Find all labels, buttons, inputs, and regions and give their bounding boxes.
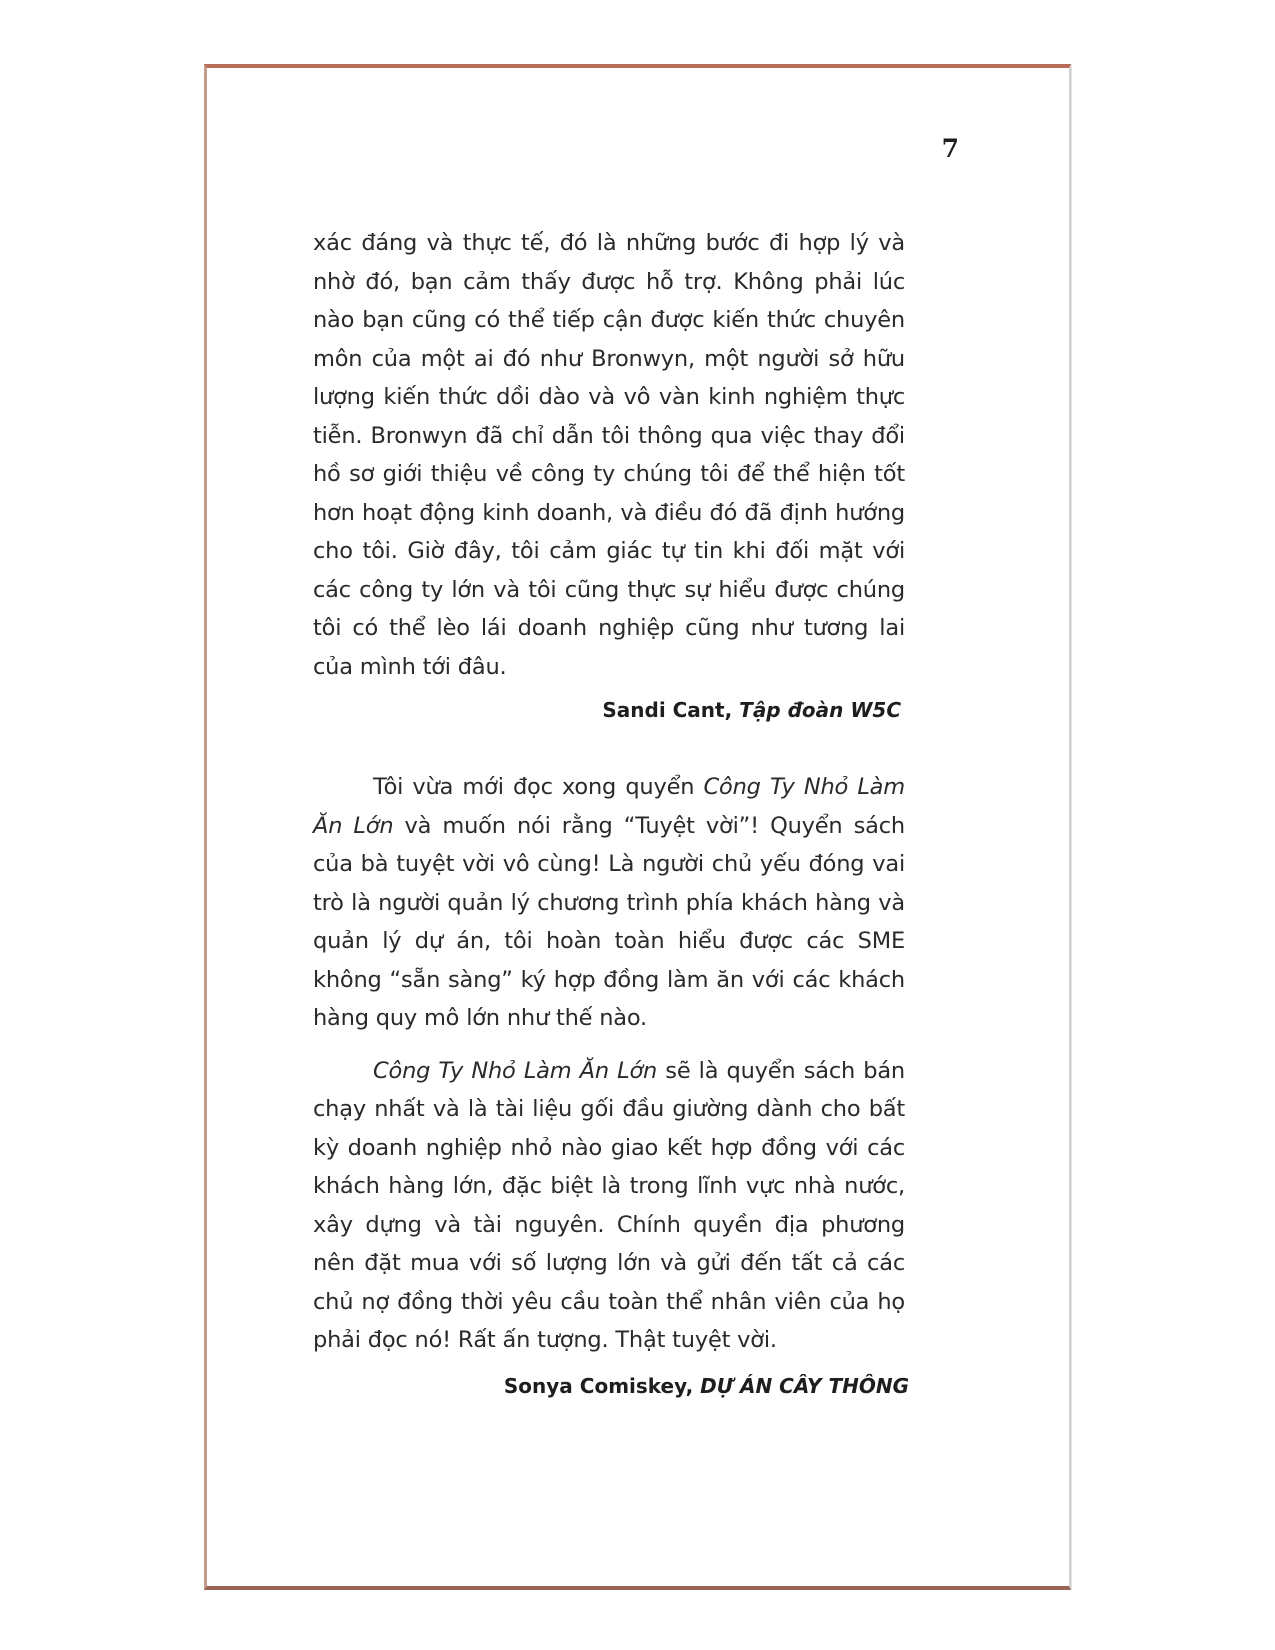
- attribution-2-name: Sonya Comiskey,: [503, 1373, 701, 1398]
- paragraph-3-rest: sẽ là quyển sách bán chạy nhất và là tài liệu gối đầu giường dành cho bất kỳ doanh nghiệp nhỏ nào giao kết hợp đồng với các khách hàng lớn, đặc biệt là trong lĩnh vực nhà nước, xây dựng và tài nguyên. Chính quyền địa phương nên đặt mua với số lượng lớn và gửi đến tất cả các chủ nợ đồng thời yêu cầu toàn thể nhân viên của họ phải đọc nó! Rất ấn tượng. Thật tuyệt vời.: [313, 1057, 905, 1353]
- page-number: 7: [941, 134, 959, 163]
- attribution-2-org: DỰ ÁN CÂY THÔNG: [700, 1373, 909, 1398]
- attribution-1-name: Sandi Cant,: [602, 698, 740, 722]
- testimonial-paragraph-1: xác đáng và thực tế, đó là những bước đi hợp lý và nhờ đó, bạn cảm thấy được hỗ trợ. Không phải lúc nào bạn cũng có thể tiếp cận được kiến thức chuyên môn của một ai đó như Bronwyn, một người sở hữu lượng kiến thức dồi dào và vô vàn kinh nghiệm thực tiễn. Bronwyn đã chỉ dẫn tôi thông qua việc thay đổi hồ sơ giới thiệu về công ty chúng tôi để thể hiện tốt hơn hoạt động kinh doanh, và điều đó đã định hướng cho tôi. Giờ đây, tôi cảm giác tự tin khi đối mặt với các công ty lớn và tôi cũng thực sự hiểu được chúng tôi có thể lèo lái doanh nghiệp cũng như tương lai của mình tới đâu.: [313, 230, 905, 680]
- attribution-1: [313, 698, 901, 722]
- book-page: [204, 64, 1071, 1590]
- testimonial-paragraph-3: [313, 1052, 905, 1360]
- paragraph-2-book-title: Công Ty Nhỏ Làm Ăn Lớn: [313, 774, 905, 839]
- attribution-1-org: Tập đoàn W5C: [739, 698, 901, 722]
- testimonial-paragraph-2: [313, 768, 905, 1038]
- attribution-2: [313, 1374, 909, 1398]
- page-content: [313, 224, 909, 1398]
- paragraph-2-lead: Tôi vừa mới đọc xong quyển: [373, 774, 704, 800]
- paragraph-2-rest: và muốn nói rằng “Tuyệt vời”! Quyển sách của bà tuyệt vời vô cùng! Là người chủ yếu đóng vai trò là người quản lý chương trình phía khách hàng và quản lý dự án, tôi hoàn toàn hiểu được các SME không “sẵn sàng” ký hợp đồng làm ăn với các khách hàng quy mô lớn như thế nào.: [313, 812, 905, 1031]
- paragraph-3-book-title: Công Ty Nhỏ Làm Ăn Lớn: [373, 1057, 658, 1084]
